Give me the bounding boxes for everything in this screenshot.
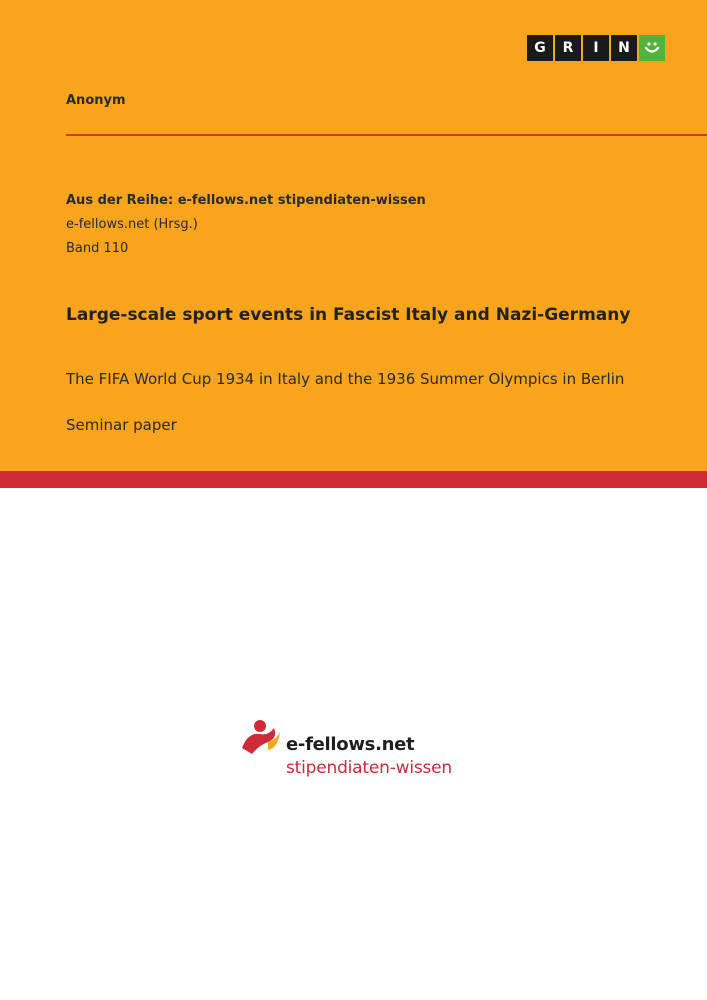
book-title: Large-scale sport events in Fascist Italy and Nazi-Germany	[66, 305, 631, 325]
series-name: Aus der Reihe: e-fellows.net stipendiaten-wissen	[66, 193, 426, 208]
grin-logo-letter-g: G	[527, 35, 553, 61]
paper-type: Seminar paper	[66, 416, 177, 434]
cover-panel	[0, 0, 707, 471]
book-subtitle: The FIFA World Cup 1934 in Italy and the 1936 Summer Olympics in Berlin	[66, 370, 625, 388]
e-fellows-name: e-fellows.net	[286, 734, 415, 755]
cover-red-bar	[0, 471, 707, 488]
author-name: Anonym	[66, 93, 126, 108]
grin-logo	[527, 35, 665, 61]
grin-logo-letter-r: R	[555, 35, 581, 61]
e-fellows-tagline: stipendiaten-wissen	[286, 758, 453, 778]
divider-line	[66, 134, 707, 136]
smiley-icon	[639, 35, 665, 61]
series-band: Band 110	[66, 241, 129, 256]
series-editor: e-fellows.net (Hrsg.)	[66, 217, 198, 232]
grin-logo-letter-n: N	[611, 35, 637, 61]
grin-logo-letter-i: I	[583, 35, 609, 61]
e-fellows-logo	[238, 718, 478, 784]
e-fellows-figure-icon	[238, 718, 282, 758]
